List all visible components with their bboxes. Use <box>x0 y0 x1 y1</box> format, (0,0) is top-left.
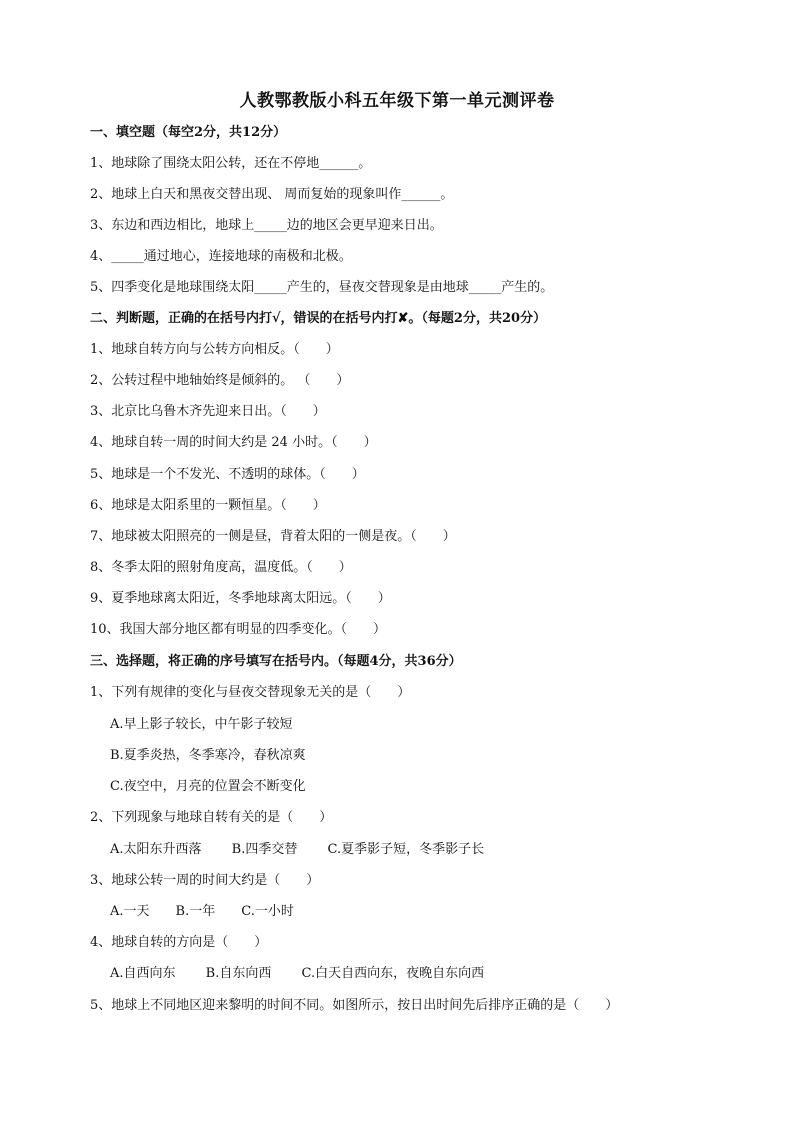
s2-question-2: 2、公转过程中地轴始终是倾斜的。 （ ） <box>90 373 350 388</box>
s2-question-8: 8、冬季太阳的照射角度高，温度低。（ ） <box>90 560 352 575</box>
s2-question-5: 5、地球是一个不发光、不透明的球体。（ ） <box>90 467 365 482</box>
s3-q1-option-a: A.早上影子较长，中午影子较短 <box>110 717 293 732</box>
s2-question-4: 4、地球自转一周的时间大约是 24 小时。（ ） <box>90 435 377 450</box>
s1-question-4: 4、_____通过地心，连接地球的南极和北极。 <box>90 249 352 264</box>
s3-q4-options: A.自西向东 B.自东向西 C.白天自西向东，夜晚自东向西 <box>110 966 485 981</box>
section1-heading: 一、填空题（每空2分，共12分） <box>90 125 287 140</box>
s3-question-4: 4、地球自转的方向是（ ） <box>90 935 268 950</box>
s3-question-1: 1、下列有规律的变化与昼夜交替现象无关的是（ ） <box>90 685 411 700</box>
s1-question-1: 1、地球除了围绕太阳公转，还在不停地______。 <box>90 156 372 171</box>
s2-question-6: 6、地球是太阳系里的一颗恒星。（ ） <box>90 498 326 513</box>
s3-question-3: 3、地球公转一周的时间大约是（ ） <box>90 873 320 888</box>
page-title: 人教鄂教版小科五年级下第一单元测评卷 <box>239 91 555 111</box>
s3-q1-option-c: C.夜空中，月亮的位置会不断变化 <box>110 779 306 794</box>
s3-question-2: 2、下列现象与地球自转有关的是（ ） <box>90 810 333 825</box>
s3-q1-option-b: B.夏季炎热，冬季寒冷，春秋凉爽 <box>110 748 306 763</box>
s1-question-2: 2、地球上白天和黑夜交替出现、 周而复始的现象叫作______。 <box>90 187 454 202</box>
s3-question-5: 5、地球上不同地区迎来黎明的时间不同。如图所示，按日出时间先后排序正确的是（ ） <box>90 998 619 1013</box>
s2-question-9: 9、夏季地球离太阳近，冬季地球离太阳远。（ ） <box>90 591 391 606</box>
s3-q2-options: A.太阳东升西落 B.四季交替 C.夏季影子短，冬季影子长 <box>110 842 485 857</box>
section3-heading: 三、选择题，将正确的序号填写在括号内。（每题4分，共36分） <box>90 654 462 669</box>
section2-heading: 二、判断题，正确的在括号内打√，错误的在括号内打✘。（每题2分，共20分） <box>90 311 547 326</box>
s3-q3-options: A.一天 B.一年 C.一小时 <box>110 904 294 919</box>
s2-question-3: 3、北京比乌鲁木齐先迎来日出。（ ） <box>90 404 326 419</box>
s2-question-10: 10、我国大部分地区都有明显的四季变化。（ ） <box>90 622 387 637</box>
s1-question-3: 3、东边和西边相比，地球上_____边的地区会更早迎来日出。 <box>90 218 443 233</box>
s1-question-5: 5、四季变化是地球围绕太阳_____产生的，昼夜交替现象是由地球_____产生的。 <box>90 280 554 295</box>
s2-question-1: 1、地球自转方向与公转方向相反。（ ） <box>90 342 339 357</box>
s2-question-7: 7、地球被太阳照亮的一侧是昼，背着太阳的一侧是夜。（ ） <box>90 529 456 544</box>
